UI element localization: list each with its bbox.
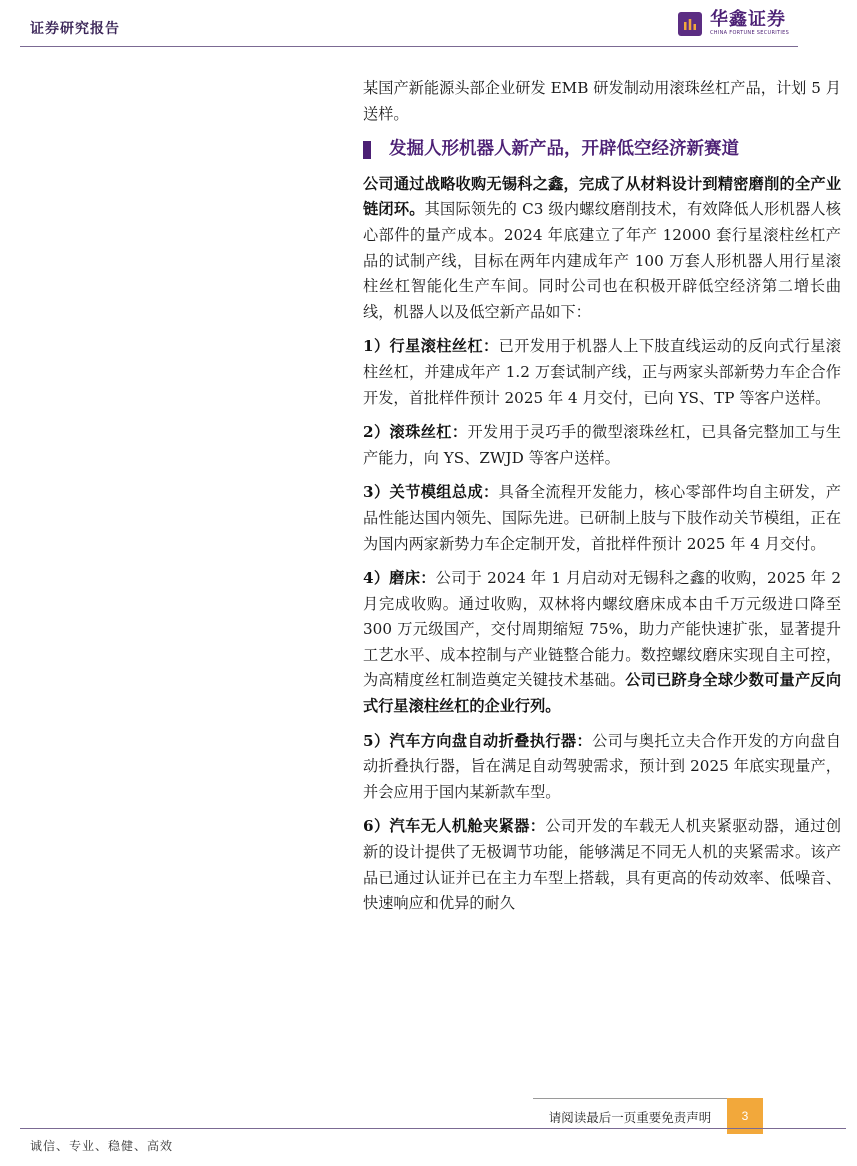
product-item-6 <box>363 814 841 916</box>
product-highlight: 公司已跻身全球少数可量产反向式行星滚柱丝杠的企业行列。 <box>363 671 842 716</box>
company-logo <box>678 10 789 37</box>
section-heading-text: 发掘人形机器人新产品，开辟低空经济新赛道 <box>389 139 739 160</box>
product-text: 公司开发的车载无人机夹紧驱动器，通过创新的设计提供了无极调节功能，能够满足不同无人机的夹紧需求。该产品已通过认证并已在主力车型上搭载，具有更高的传动效率、低噪音、快速响应和优异的耐久 <box>363 817 842 913</box>
intro-paragraph: 某国产新能源头部企业研发 EMB 研发制动用滚珠丝杠产品，计划 5 月送样。 <box>363 79 841 123</box>
disclaimer-notice[interactable]: 请阅读最后一页重要免责声明 <box>533 1098 727 1135</box>
product-label: 4）磨床： <box>363 569 436 588</box>
product-item-4 <box>363 566 841 720</box>
product-item-1 <box>363 334 841 411</box>
logo-name-cn: 华鑫证券 <box>710 9 786 30</box>
footer-divider <box>20 1128 846 1129</box>
summary-paragraph <box>363 172 841 326</box>
product-label: 5）汽车方向盘自动折叠执行器： <box>363 731 593 750</box>
header-divider <box>20 46 798 47</box>
product-label: 2）滚珠丝杠： <box>363 423 468 442</box>
product-text: 开发用于灵巧手的微型滚珠丝杠，已具备完整加工与生产能力，向 YS、ZWJD 等客户送样。 <box>363 423 841 467</box>
logo-name-en: CHINA FORTUNE SECURITIES <box>710 30 790 36</box>
product-item-3 <box>363 480 841 557</box>
report-body <box>363 76 841 926</box>
product-label: 1）行星滚柱丝杠： <box>363 337 499 356</box>
product-label: 3）关节模组总成： <box>363 483 499 502</box>
product-text: 公司与奥托立夫合作开发的方向盘自动折叠执行器，旨在满足自动驾驶需求，预计到 2025 年底实现量产，并会应用于国内某新款车型。 <box>363 731 841 801</box>
product-text: 已开发用于机器人上下肢直线运动的反向式行星滚柱丝杠，并建成年产 1.2 万套试制产线，正与两家头部新势力车企合作开发，首批样件预计 2025 年 4 月交付，已向 YS、TP 等客户送样。 <box>363 337 841 407</box>
product-label: 6）汽车无人机舱夹紧器： <box>363 817 546 836</box>
product-text: 公司于 2024 年 1 月启动对无锡科之鑫的收购，2025 年 2 月完成收购。通过收购，双林将内螺纹磨床成本由千万元级进口降至 300 万元级国产，交付周期缩短 75%，助力产能快速扩张，显著提升工艺水平、成本控制与产业链整合能力。数控螺纹磨床实现自主可控，为高精度丝杠制造奠定关键技术基础。 <box>363 569 841 690</box>
logo-mark-icon <box>678 12 702 36</box>
footer-slogan: 诚信、专业、稳健、高效 <box>30 1139 174 1153</box>
page-number-badge: 3 <box>727 1098 763 1134</box>
product-item-5 <box>363 729 841 806</box>
summary-text: 其国际领先的 C3 级内螺纹磨削技术，有效降低人形机器人核心部件的量产成本。2024 年底建立了年产 12000 套行星滚柱丝杠产品的试制产线，目标在两年内建成年产 100 万套人形机器人用行星滚柱丝杠智能化生产车间。同时公司也在积极开辟低空经济第二增长曲线，机器人以及低空新产品如下： <box>363 200 841 321</box>
product-item-2 <box>363 420 841 471</box>
product-text: 具备全流程开发能力，核心零部件均自主研发，产品性能达国内领先、国际先进。已研制上肢与下肢作动关节模组，正在为国内两家新势力车企定制开发，首批样件预计 2025 年 4 月交付。 <box>363 483 841 553</box>
heading-marker <box>363 141 371 159</box>
summary-lead: 公司通过战略收购无锡科之鑫，完成了从材料设计到精密磨削的全产业链闭环。 <box>363 174 841 219</box>
report-type-label: 证券研究报告 <box>30 21 120 37</box>
section-heading <box>363 137 841 163</box>
